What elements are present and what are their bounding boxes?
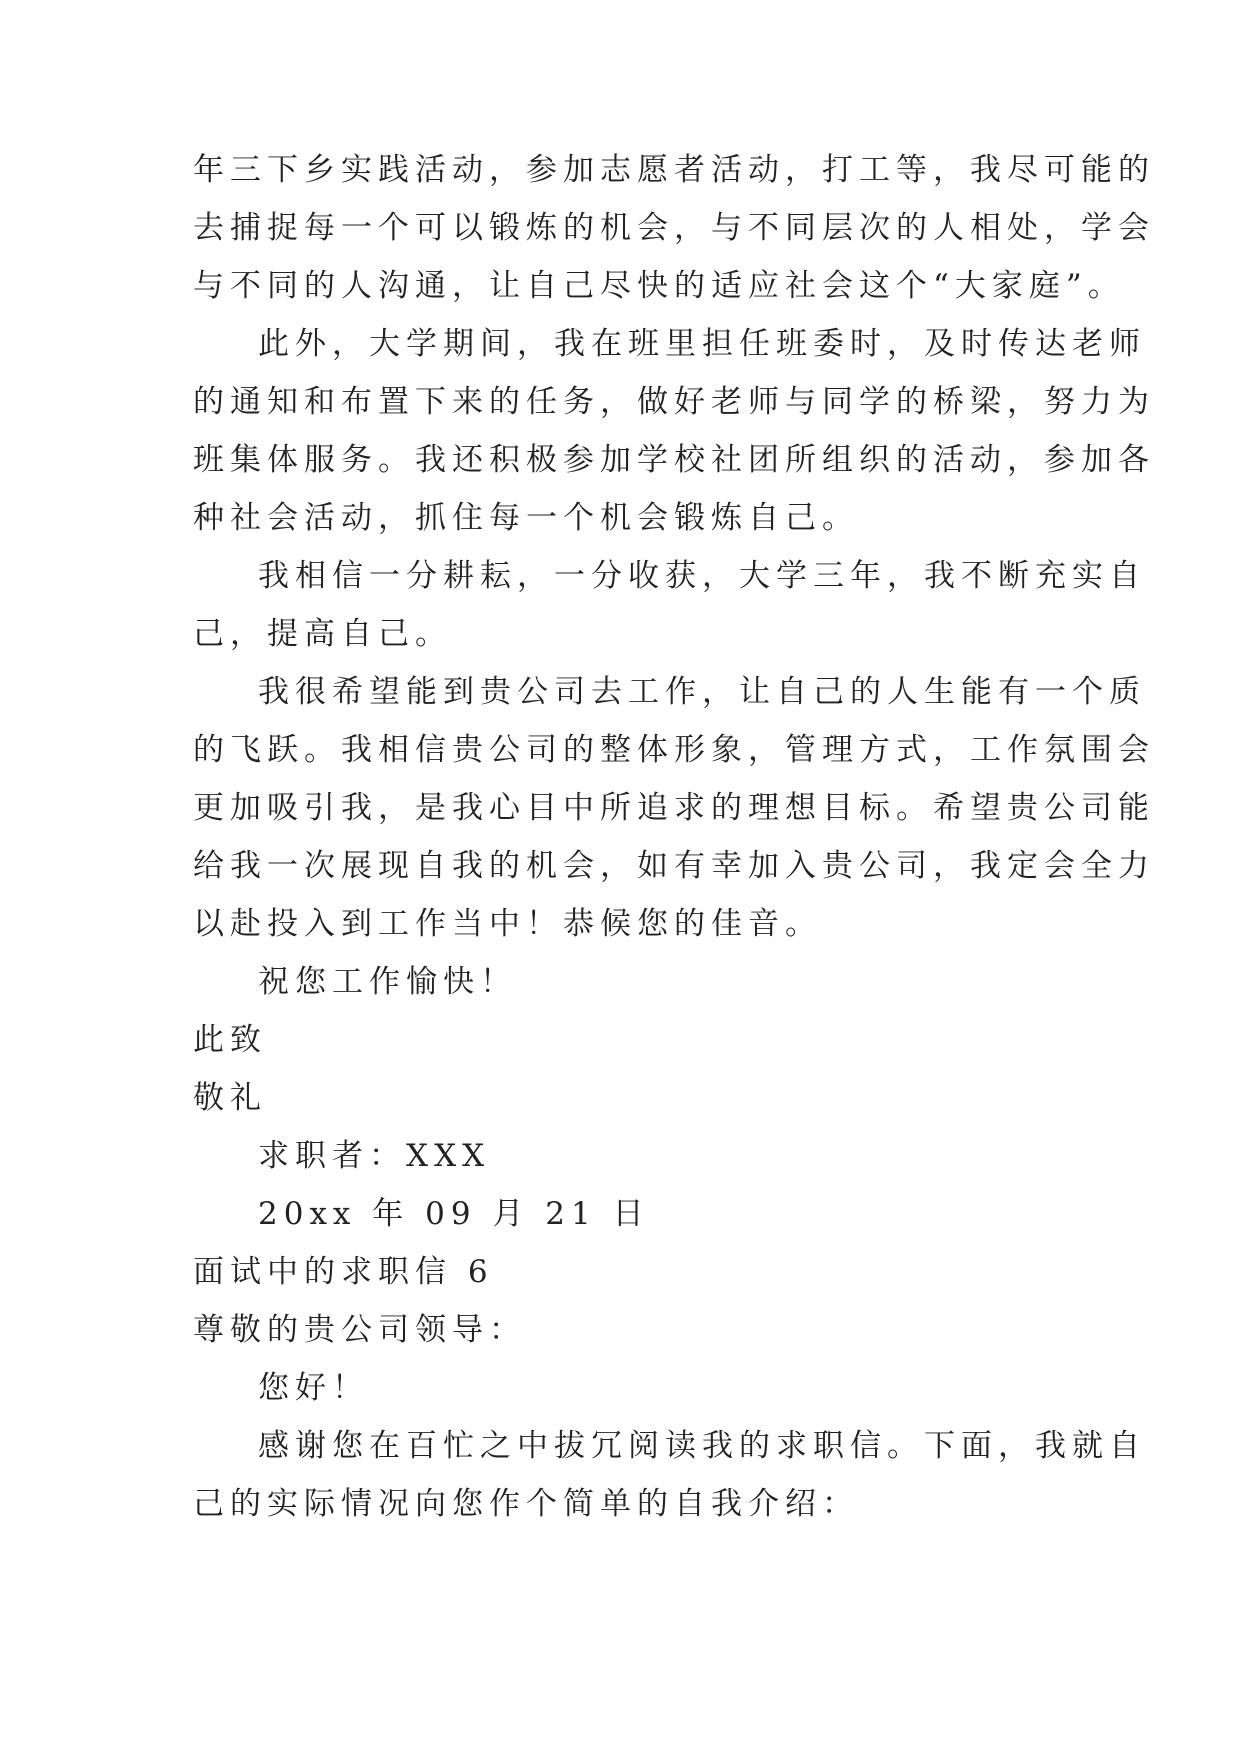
text-line: 我相信一分耕耘，一分收获，大学三年，我不断充实自 bbox=[258, 558, 1146, 594]
text-line: 此外，大学期间，我在班里担任班委时，及时传达老师 bbox=[258, 326, 1146, 362]
text-line: 更加吸引我，是我心目中所追求的理想目标。希望贵公司能 bbox=[193, 790, 1155, 826]
text-line: 的飞跃。我相信贵公司的整体形象，管理方式，工作氛围会 bbox=[193, 732, 1155, 768]
text-line: 给我一次展现自我的机会，如有幸加入贵公司，我定会全力 bbox=[193, 848, 1155, 884]
closing-regards: 敬礼 bbox=[193, 1080, 267, 1116]
text-line: 感谢您在百忙之中拔冗阅读我的求职信。下面，我就自 bbox=[258, 1428, 1146, 1464]
text-line: 种社会活动，抓住每一个机会锻炼自己。 bbox=[193, 500, 859, 536]
letter-salutation: 尊敬的贵公司领导： bbox=[193, 1312, 526, 1348]
text-line: 去捕捉每一个可以锻炼的机会，与不同层次的人相处，学会 bbox=[193, 210, 1155, 246]
text-line: 与不同的人沟通，让自己尽快的适应社会这个“大家庭”。 bbox=[193, 268, 1125, 304]
letter-greeting: 您好！ bbox=[258, 1370, 369, 1406]
text-line: 己的实际情况向您作个简单的自我介绍： bbox=[193, 1486, 859, 1522]
text-line: 的通知和布置下来的任务，做好老师与同学的桥梁，努力为 bbox=[193, 384, 1155, 420]
section-title: 面试中的求职信 6 bbox=[193, 1254, 494, 1290]
text-line: 年三下乡实践活动，参加志愿者活动，打工等，我尽可能的 bbox=[193, 152, 1155, 188]
closing-salutation: 此致 bbox=[193, 1022, 267, 1058]
text-line: 己，提高自己。 bbox=[193, 616, 452, 652]
signature-applicant: 求职者：XXX bbox=[258, 1138, 491, 1174]
closing-wish: 祝您工作愉快！ bbox=[258, 964, 517, 1000]
text-line: 班集体服务。我还积极参加学校社团所组织的活动，参加各 bbox=[193, 442, 1155, 478]
text-line: 以赴投入到工作当中！恭候您的佳音。 bbox=[193, 906, 822, 942]
text-line: 我很希望能到贵公司去工作，让自己的人生能有一个质 bbox=[258, 674, 1146, 710]
signature-date: 20xx 年 09 月 21 日 bbox=[258, 1196, 650, 1232]
